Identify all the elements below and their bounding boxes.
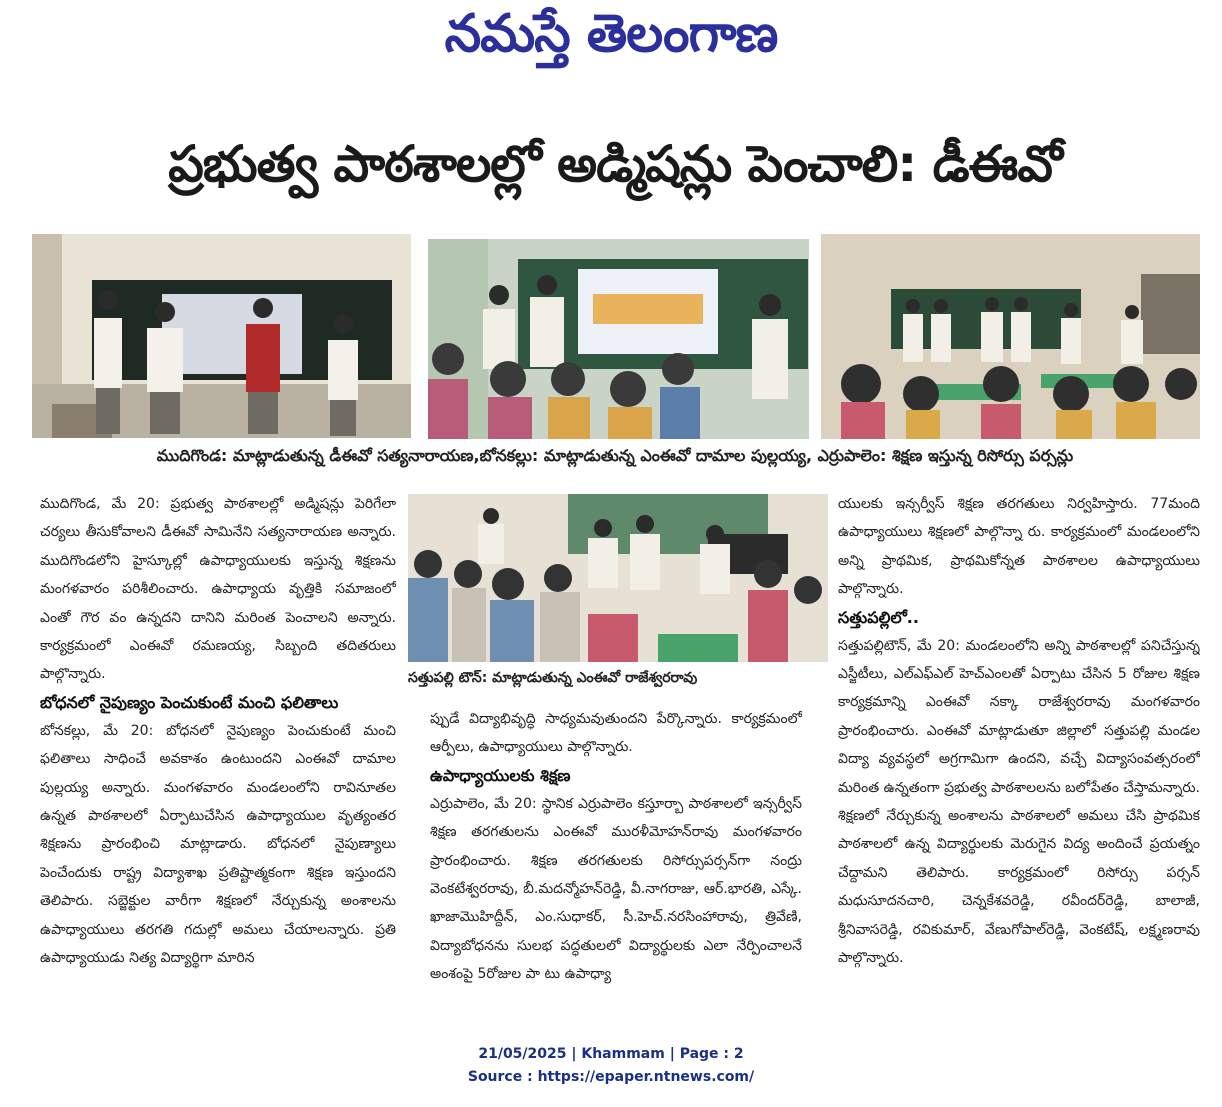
col1-subheading: బోధనలో నైపుణ్యం పెంచుకుంటే మంచి ఫలితాలు: [40, 692, 339, 712]
col1-paragraph-1: ముదిగొండ, మే 20: ప్రభుత్వ పాఠశాలల్లో అడ్మిషన్లు పెరిగేలా చర్యలు తీసుకోవాలని డీఈవో సామినేని సత్యనారాయణ అన్నారు. ముదిగొండలోని హైస్కూల్లో ఉపాధ్యాయులకు ఇస్తున్న శిక్షణను మంగళవారం పరిశీలించారు. ఉపాధ్యాయ వృత్తికి సమాజంలో ఎంతో గౌర వం ఉన్నదని దానిని మరింత పెంచాలని అన్నారు. కార్యక్రమంలో ఎంఈవో రమణయ్య, సిబ్బంది తదితరులు పాల్గొన్నారు.: [40, 496, 396, 683]
footer-date-edition: 21/05/2025 | Khammam | Page : 2: [478, 1046, 744, 1062]
photo-errupalem: [821, 234, 1200, 439]
photo-mudigonda: [32, 234, 411, 438]
col3-paragraph-2: సత్తుపల్లిటౌన్, మే 20: మండలంలోని అన్ని పాఠశాలల్లో పనిచేస్తున్న ఎస్జీటీలు, ఎల్ఎఫ్ఎల్ హెచ్ఎంలతో ఏర్పాటు చేసిన 5 రోజుల శిక్షణ కార్యక్రమాన్ని ఎంఈవో నక్కా రాజేశ్వరరావు మంగళవారం ప్రారంభించారు. ఎంఈవో మాట్లాడుతూ జిల్లాలో సత్తుపల్లి మండల విద్యా వ్యవస్థలో అగ్రగామిగా ఉందని, వచ్చే విద్యాసంవత్సరంలో మరింత ఉన్నతంగా ప్రభుత్వ పాఠశాలలను బలోపేతం చేస్తామన్నారు. శిక్షణలో నేర్చుకున్న అంశాలను పాఠశాలలో అమలు చేసి ప్రాథమిక పాఠశాలలో ఉన్న విద్యార్థులకు మెరుగైన విద్య అందించే ప్రయత్నం చేద్దామని తెలిపారు. కార్యక్రమంలో రిసోర్సు పర్సన్ మధుసూదనచారి, చెన్నకేశవరెడ్డి, రవీందర్‌రెడ్డి, బాలాజీ, శ్రీనివాసరెడ్డి, రవికుమార్, వేణుగోపాల్‌రెడ్డి, వెంకటేష్, లక్ష్మణరావు పాల్గొన్నారు.: [838, 637, 1200, 967]
col1-paragraph-2: బోనకల్లు, మే 20: బోధనలో నైపుణ్యం పెంచుకుంటే మంచి ఫలితాలు సాధించే అవకాశం ఉంటుందని ఎంఈవో దామాల పుల్లయ్య అన్నారు. మంగళవారం మండలంలోని రావినూతల ఉన్నత పాఠశాలలో ఏర్పాటుచేసిన ఉపాధ్యాయుల వృత్యంతర శిక్షణను ప్రారంభించి మాట్లాడారు. బోధనలో నైపుణ్యాలు పెంచేందుకు రాష్ట్ర విద్యాశాఖ ప్రతిష్టాత్మకంగా శిక్షణ ఇస్తుందని తెలిపారు. సబ్జెక్టుల వారీగా శిక్షణలో నేర్చుకున్న అంశాలను ఉపాధ్యాయులు తరగతి గదుల్లో అమలు చేయాలన్నారు. ప్రతి ఉపాధ్యాయుడు నిత్య విద్యార్థిగా మారిన: [40, 722, 396, 967]
photo-bonakallu: [428, 239, 809, 439]
newspaper-masthead-logo: నమస్తే తెలంగాణ: [444, 4, 778, 64]
article-column-3: [838, 490, 1200, 1025]
photo-caption: ముదిగొండ: మాట్లాడుతున్న డీఈవో సత్యనారాయణ,బోనకల్లు: మాట్లాడుతున్న ఎంఈవో దామాల పుల్లయ్య, ఎర్రుపాలెం: శిక్షణ ఇస్తున్న రిసోర్సు పర్సన్లు: [156, 446, 1074, 465]
mid-photo-caption: సత్తుపల్లి టౌన్: మాట్లాడుతున్న ఎంఈవో రాజేశ్వరరావు: [408, 670, 698, 686]
footer-source-link[interactable]: Source : https://epaper.ntnews.com/: [467, 1069, 755, 1085]
col2-paragraph-2: ఎర్రుపాలెం, మే 20: స్థానిక ఎర్రుపాలెం కస్తూర్బా పాఠశాలలో ఇన్సర్వీస్ శిక్షణ తరగతులను ఎంఈవో మురళీమోహన్‌రావు మంగళవారం ప్రారంభించారు. శిక్షణ తరగతులకు రిసోర్సుపర్సన్‌గా నంద్రు వెంకటేశ్వరరావు, బీ.మదన్మోహన్‌రెడ్డి, వీ.నాగరాజు, ఆర్.భారతి, ఎస్కే. ఖాజామొహిద్దీన్, ఎం.సుధాకర్, సీ.హెచ్.నరసింహారావు, త్రివేణి, విద్యాబోధనను సులభ పద్ధతులలో విద్యార్థులకు ఎలా నేర్పించాలనే అంశంపై 5రోజుల పా టు ఉపాధ్యా: [430, 795, 802, 983]
page-headline: ప్రభుత్వ పాఠశాలల్లో అడ్మిషన్లు పెంచాలి: డీఈవో: [168, 135, 1062, 193]
col3-subheading: సత్తుపల్లిలో..: [838, 607, 919, 627]
col2-subheading: ఉపాధ్యాయులకు శిక్షణ: [430, 765, 571, 785]
article-column-2: [430, 705, 802, 1025]
photo-sattupalli: [408, 494, 828, 662]
article-column-1: [40, 490, 396, 1025]
col2-paragraph-1: ప్పుడే విద్యాభివృద్ధి సాధ్యమవుతుందని పేర్కొన్నారు. కార్యక్రమంలో ఆర్పీలు, ఉపాధ్యాయులు పాల్గొన్నారు.: [430, 711, 802, 756]
col3-paragraph-1: యులకు ఇన్సర్వీస్ శిక్షణ తరగతులు నిర్వహిస్తారు. 77మంది ఉపాధ్యాయులు శిక్షణలో పాల్గొన్నా రు. కార్యక్రమంలో మండలంలోని అన్ని ప్రాథమిక, ప్రాథమికోన్నత పాఠశాలల ఉపాధ్యాయులు పాల్గొన్నారు.: [838, 496, 1200, 598]
